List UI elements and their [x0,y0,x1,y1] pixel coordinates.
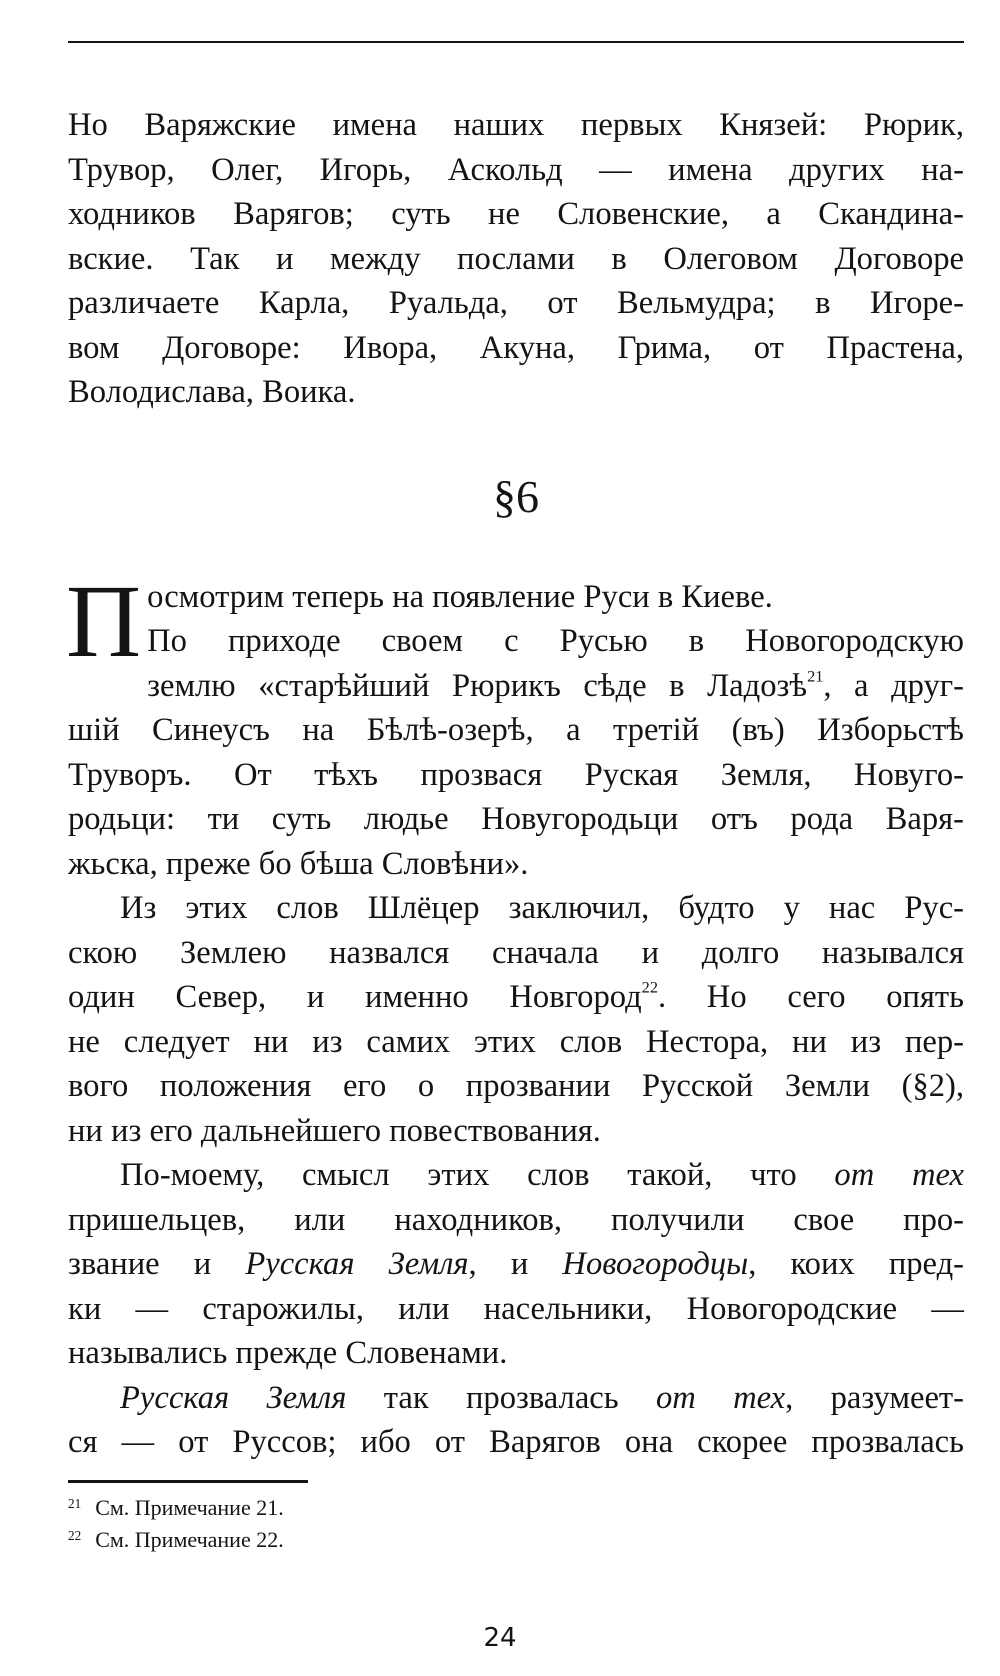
text-line: различаете Карла, Руальда, от Вельмудра; в Игоре- [68,285,964,321]
text-line: осмотрим теперь на появление Руси в Киеве. [147,578,773,615]
text-line: Трувор, Олег, Игорь, Аскольд — имена других на- [68,151,964,188]
footnote-22 [68,1524,668,1556]
text-line: назывались прежде Словенами. [68,1335,508,1371]
text-line: Труворъ. От тѣхъ прозвася Руская Земля, Новуго- [68,756,964,793]
footnote-mark: 21 [68,1495,82,1511]
text-line: Володислава, Воика. [68,374,356,410]
text-line: Из этих слов Шлёцер заключил, будто у нас Рус- [120,890,964,926]
italic-run: Русская Земля [120,1379,347,1416]
text-line [68,664,964,709]
section-heading: §6 [493,470,539,522]
text-line: По приходе своем с Русью в Новогородскую [147,623,964,659]
footnote-rule [68,1480,308,1483]
paragraph-5 [68,1376,964,1465]
text-line [68,1376,964,1421]
text-run: звание и [68,1246,246,1282]
footnote-text: См. Примечание 22. [95,1527,284,1552]
footnote-ref-21: 21 [807,665,824,685]
text-line: вом Договоре: Ивора, Акуна, Грима, от Прастена, [68,329,964,366]
text-line: ся — от Руссов; ибо от Варягов она скорее прозвалась [68,1424,964,1460]
text-run: По-моему, смысл этих слов такой, что [120,1157,835,1193]
italic-run: от тех [655,1379,786,1416]
paragraph-3 [68,886,964,1153]
text-run: , разумеет- [785,1379,964,1416]
footnote-21 [68,1492,668,1524]
paragraph-4 [68,1153,964,1376]
text-line [68,1242,964,1287]
paragraph-2 [66,563,965,887]
italic-run: от тех [834,1157,964,1193]
drop-cap-letter: П [66,563,142,679]
text-run: один Север, и именно Новгород [68,979,642,1015]
footnote-text: См. Примечание 21. [95,1495,284,1520]
text-line: не следует ни из самих этих слов Нестора, ни из пер- [68,1023,964,1060]
header-rule [68,41,964,43]
text-run: так прозвалась [346,1379,656,1416]
page-number: 24 [483,1623,517,1653]
text-line [68,1153,964,1198]
text-line: ки — старожилы, или насельники, Новогородские — [68,1290,964,1327]
text-line: вские. Так и между послами в Олеговом Договоре [68,240,964,277]
main-text [68,103,964,1465]
text-run: , коих пред- [748,1246,965,1282]
footnote-ref-22: 22 [641,977,658,997]
text-run: . Но сего опять [657,979,965,1015]
text-line: шій Синеусъ на Бѣлѣ-озерѣ, а третій (въ) Изборьстѣ [68,712,964,748]
italic-run: Русская Земля [245,1246,469,1282]
text-line: Но Варяжские имена наших первых Князей: Рюрик, [68,107,964,143]
text-line: вого положения его о прозвании Русской Земли (§2), [68,1068,964,1104]
footnotes [68,1492,668,1556]
text-line: жьска, преже бо бѣша Словѣни». [68,845,529,882]
text-run: , и [468,1246,563,1282]
text-line: скою Землею назвался сначала и долго назывался [68,934,964,971]
italic-run: Новогородцы [562,1246,749,1282]
text-line: ни из его дальнейшего повествования. [68,1112,601,1149]
footnote-mark: 22 [68,1527,82,1543]
text-line: пришельцев, или находников, получили свое про- [68,1201,964,1238]
paragraph-1 [68,103,964,415]
text-line: родьци: ти суть людье Новугородьци отъ рода Варя- [68,801,964,837]
text-run: землю «старѣйший Рюрикъ сѣде в Ладозѣ [147,667,808,704]
text-run: , а друг- [823,667,965,704]
text-line: ходников Варягов; суть не Словенские, а Скандина- [68,196,964,232]
text-line [68,975,964,1020]
